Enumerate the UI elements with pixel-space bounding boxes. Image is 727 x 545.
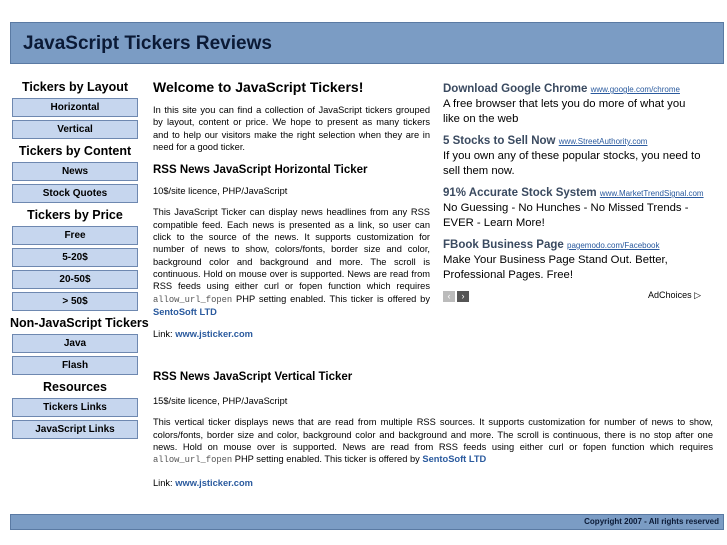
link-label: Link: [153,329,176,340]
sidebar-item-tickers-links[interactable]: Tickers Links [12,398,138,417]
site-footer [10,514,724,530]
copyright-text: Copyright 2007 - All rights reserved [584,517,719,526]
ad-text: No Guessing - No Hunches - No Missed Trends - EVER - Learn More! [443,202,689,229]
main-content [153,78,430,340]
sidebar-item-free[interactable]: Free [12,226,138,245]
ad-panel [443,82,705,304]
sidebar-nav [10,78,149,442]
ad-url[interactable]: www.google.com/chrome [590,85,680,94]
ad-url[interactable]: pagemodo.com/Facebook [567,241,660,250]
ad-title-line [443,238,705,253]
ad-item[interactable] [443,82,705,127]
ad-item[interactable] [443,134,705,179]
ad-url[interactable]: www.MarketTrendSignal.com [599,189,704,198]
sidebar-heading-layout: Tickers by Layout [21,80,129,94]
sidebar-item-horizontal[interactable]: Horizontal [12,98,138,117]
ad-title[interactable]: FBook Business Page [443,239,564,251]
description-tail: PHP setting enabled. This ticker is offered by [232,293,430,304]
chevron-left-icon[interactable]: ‹ [443,291,455,302]
ticker-title: RSS News JavaScript Horizontal Ticker [153,164,368,177]
ticker-link[interactable]: www.jsticker.com [175,329,253,340]
sidebar-item-stock-quotes[interactable]: Stock Quotes [12,184,138,203]
sidebar-heading-price: Tickers by Price [27,208,123,222]
ticker-title: RSS News JavaScript Vertical Ticker [153,371,353,383]
sidebar-item-20-50[interactable]: 20-50$ [12,270,138,289]
sidebar-heading-non-js: Non-JavaScript Tickers [10,316,149,330]
sidebar-item-news[interactable]: News [12,162,138,181]
sidebar-item-java[interactable]: Java [12,334,138,353]
code-snippet: allow_url_fopen [153,455,233,466]
sidebar-heading-resources: Resources [43,380,107,394]
ticker-price: 10$/site licence, PHP/JavaScript [153,186,288,197]
sidebar-item-5-20[interactable]: 5-20$ [12,248,138,267]
ad-text: Make Your Business Page Stand Out. Better, Professional Pages. Free! [443,254,668,281]
description-text: This JavaScript Ticker can display news headlines from any RSS compatible feed. Each news is presented as a link, so user can click to the source of the news. It supports customization for number of news to show, colors/fonts, border size and color, background color and background and more. The scroll is continuous. Hold on mouse over is supported. News are read from RSS feeds using either curl or fopen function which requires [153,207,430,292]
page-title: Welcome to JavaScript Tickers! [153,79,364,95]
ad-title[interactable]: Download Google Chrome [443,83,588,95]
ad-item[interactable] [443,186,705,231]
main-content-wide [153,369,713,490]
ticker-link-line [153,328,430,340]
ad-url[interactable]: www.StreetAuthority.com [558,137,648,146]
chevron-right-icon[interactable]: › [457,291,469,302]
sidebar-item-over-50[interactable]: > 50$ [12,292,138,311]
site-title: JavaScript Tickers Reviews [23,33,272,54]
site-header [10,22,724,64]
ticker-description [153,206,430,318]
link-label: Link: [153,478,176,489]
ad-title-line [443,186,705,201]
sidebar-item-vertical[interactable]: Vertical [12,120,138,139]
adchoices-link[interactable]: AdChoices ▷ [648,290,701,300]
vendor-link[interactable]: SentoSoft LTD [422,454,487,465]
ad-title-line [443,82,705,97]
sidebar-item-flash[interactable]: Flash [12,356,138,375]
ad-navigation [443,290,705,304]
ticker-description [153,416,713,466]
intro-paragraph: In this site you can find a collection of JavaScript tickers grouped by layout, content or price. We hope to present as many tickers and to help our visitors make the right selection when they are in need for a good ticker. [153,105,430,152]
ticker-price: 15$/site licence, PHP/JavaScript [153,396,288,406]
ad-title[interactable]: 91% Accurate Stock System [443,187,597,199]
ticker-link[interactable]: www.jsticker.com [175,478,253,489]
ad-text: A free browser that lets you do more of what you like on the web [443,98,686,125]
ad-text: If you own any of these popular stocks, you need to sell them now. [443,150,701,177]
code-snippet: allow_url_fopen [153,294,233,305]
ad-item[interactable] [443,238,705,283]
ticker-link-line [153,477,713,489]
sidebar-heading-content: Tickers by Content [18,144,132,158]
ad-title-line [443,134,705,149]
sidebar-item-javascript-links[interactable]: JavaScript Links [12,420,138,439]
description-text: This vertical ticker displays news that are read from multiple RSS sources. It supports customization for number of news to show, colors/fonts, border size and color, background color and background and more. The scroll is continuous, there is no stop after one news. Hold on mouse over is supported. News are read from RSS feeds using either curl or fopen function which requires [153,417,713,452]
vendor-link[interactable]: SentoSoft LTD [153,306,217,317]
ad-title[interactable]: 5 Stocks to Sell Now [443,135,556,147]
description-tail: PHP setting enabled. This ticker is offered by [232,454,423,465]
